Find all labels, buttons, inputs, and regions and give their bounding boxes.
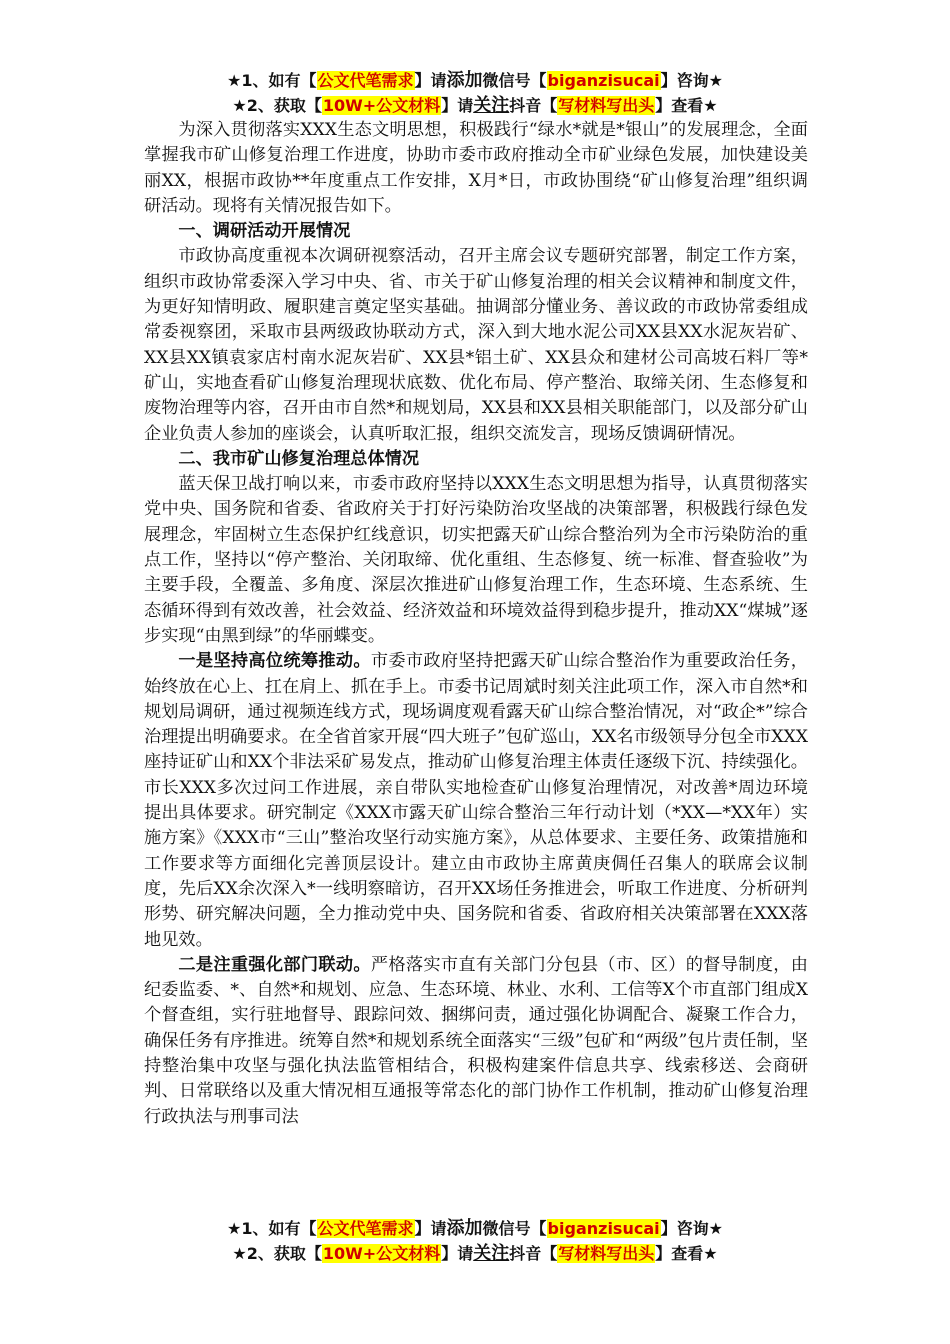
banner-text: ★2、获取【 bbox=[232, 96, 322, 115]
highlight-materials: 10W+公文材料 bbox=[322, 96, 441, 115]
banner-emphasis: 关注 bbox=[473, 95, 510, 116]
highlight-service: 公文代笔需求 bbox=[317, 1219, 414, 1238]
highlight-wechat-id: biganzisucai bbox=[547, 71, 660, 90]
banner-text: 】查看★ bbox=[655, 1244, 718, 1263]
banner-emphasis: 添加 bbox=[446, 70, 483, 91]
highlight-douyin-id: 写材料写出头 bbox=[558, 1244, 655, 1263]
banner-line-1 bbox=[0, 1216, 950, 1241]
banner-text: 】请 bbox=[414, 1219, 447, 1238]
banner-line-2 bbox=[0, 1241, 950, 1266]
banner-text: 】查看★ bbox=[655, 96, 718, 115]
banner-text: 抖音【 bbox=[509, 1244, 558, 1263]
banner-emphasis: 添加 bbox=[446, 1218, 483, 1239]
intro-paragraph: 为深入贯彻落实XXX生态文明思想，积极践行“绿水*就是*银山”的发展理念，全面掌握我市矿山修复治理工作进度，协助市委市政府推动全市矿业绿色发展，加快建设美丽XX，根据市政协**年度重点工作安排，X月*日，市政协围绕“矿山修复治理”组织调研活动。现将有关情况报告如下。 bbox=[144, 120, 808, 216]
banner-text: 】咨询★ bbox=[660, 1219, 723, 1238]
document-body bbox=[144, 118, 808, 1130]
top-banner bbox=[0, 68, 950, 118]
paragraph-1: 市政协高度重视本次调研视察活动，召开主席会议专题研究部署，制定工作方案，组织市政协常委深入学习中央、省、市关于矿山修复治理的相关会议精神和制度文件，为更好知情明政、履职建言奠定坚实基础。抽调部分懂业务、善议政的市政协常委组成常委视察团，采取市县两级政协联动方式，深入到大地水泥公司XX县XX水泥灰岩矿、XX县XX镇袁家店村南水泥灰岩矿、XX县*铝土矿、XX县众和建材公司高坡石料厂等*矿山，实地查看矿山修复治理现状底数、优化布局、停产整治、取缔关闭、生态修复和废物治理等内容，召开由市自然*和规划局，XX县和XX县相关职能部门，以及部分矿山企业负责人参加的座谈会，认真听取汇报，组织交流发言，现场反馈调研情况。 bbox=[144, 246, 808, 444]
banner-text: ★1、如有【 bbox=[227, 71, 317, 90]
paragraph-2: 蓝天保卫战打响以来，市委市政府坚持以XXX生态文明思想为指导，认真贯彻落实党中央、国务院和省委、省政府关于打好污染防治攻坚战的决策部署，积极践行绿色发展理念，牢固树立生态保护红线意识，切实把露天矿山综合整治列为全市污染防治的重点工作，坚持以“停产整治、关闭取缔、优化重组、生态修复、统一标准、督查验收”为主要手段，全覆盖、多角度、深层次推进矿山修复治理工作，生态环境、生态系统、生态循环得到有效改善，社会效益、经济效益和环境效益得到稳步提升，推动XX“煤城”逐步实现“由黑到绿”的华丽蝶变。 bbox=[144, 474, 808, 646]
banner-text: 抖音【 bbox=[509, 96, 558, 115]
bottom-banner bbox=[0, 1216, 950, 1266]
highlight-service: 公文代笔需求 bbox=[317, 71, 414, 90]
highlight-douyin-id: 写材料写出头 bbox=[558, 96, 655, 115]
banner-text: 微信号【 bbox=[482, 71, 547, 90]
paragraph-3-lead: 一是坚持高位统筹推动。 bbox=[178, 651, 371, 672]
banner-text: ★2、获取【 bbox=[232, 1244, 322, 1263]
highlight-wechat-id: biganzisucai bbox=[547, 1219, 660, 1238]
section-heading-2: 二、我市矿山修复治理总体情况 bbox=[178, 448, 420, 469]
banner-text: 】请 bbox=[441, 96, 474, 115]
banner-line-1 bbox=[0, 68, 950, 93]
paragraph-4-text: 严格落实市直有关部门分包县（市、区）的督导制度，由纪委监委、*、自然*和规划、应急、生态环境、林业、水利、工信等X个市直部门组成X个督查组，实行驻地督导、跟踪问效、捆绑问责，通过强化协调配合、凝聚工作合力，确保任务有序推进。统筹自然*和规划系统全面落实“三级”包矿和“两级”包片责任制，坚持整治集中攻坚与强化执法监管相结合，积极构建案件信息共享、线索移送、会商研判、日常联络以及重大情况相互通报等常态化的部门协作工作机制，推动矿山修复治理行政执法与刑事司法 bbox=[144, 954, 808, 1127]
paragraph-4 bbox=[144, 953, 808, 1130]
banner-text: 微信号【 bbox=[482, 1219, 547, 1238]
banner-text: 】咨询★ bbox=[660, 71, 723, 90]
highlight-materials: 10W+公文材料 bbox=[322, 1244, 441, 1263]
banner-text: ★1、如有【 bbox=[227, 1219, 317, 1238]
paragraph-3-text: 市委市政府坚持把露天矿山综合整治作为重要政治任务，始终放在心上、扛在肩上、抓在手上。市委书记周斌时刻关注此项工作，深入市自然*和规划局调研，通过视频连线方式，现场调度观看露天矿山综合整治情况，对“政企*”综合治理提出明确要求。在全省首家开展“四大班子”包矿巡山，XX名市级领导分包全市XXX座持证矿山和XX个非法采矿易发点，推动矿山修复治理主体责任逐级下沉、持续强化。市长XXX多次过问工作进展，亲自带队实地检查矿山修复治理情况，对改善*周边环境提出具体要求。研究制定《XXX市露天矿山综合整治三年行动计划（*XX—*XX年）实施方案》《XXX市“三山”整治攻坚行动实施方案》，从总体要求、主要任务、政策措施和工作要求等方面细化完善顶层设计。建立由市政协主席黄庚倜任召集人的联席会议制度，先后XX余次深入*一线明察暗访，召开XX场任务推进会，听取工作进度、分析研判形势、研究解决问题，全力推动党中央、国务院和省委、省政府相关决策部署在XXX落地见效。 bbox=[144, 651, 808, 950]
section-heading-1: 一、调研活动开展情况 bbox=[178, 221, 351, 242]
paragraph-3 bbox=[144, 649, 808, 953]
banner-emphasis: 关注 bbox=[473, 1243, 510, 1264]
paragraph-4-lead: 二是注重强化部门联动。 bbox=[178, 954, 371, 975]
banner-text: 】请 bbox=[414, 71, 447, 90]
banner-text: 】请 bbox=[441, 1244, 474, 1263]
banner-line-2 bbox=[0, 93, 950, 118]
